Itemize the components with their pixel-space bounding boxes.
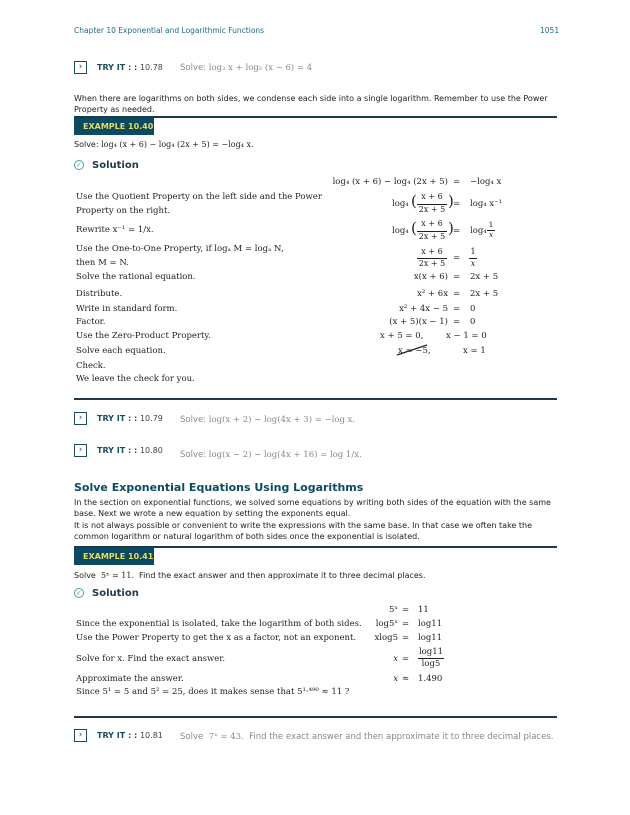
equals-sign: = xyxy=(402,654,410,664)
equation-left: x xyxy=(393,654,398,664)
step-text: Use the Zero-Product Property. xyxy=(76,331,211,341)
example-label: EXAMPLE 10.41 xyxy=(74,548,154,565)
page-number: 1051 xyxy=(540,26,560,35)
step-text: Use the Quotient Property on the left side and the Power xyxy=(76,192,322,202)
fraction-numerator: x + 6 xyxy=(421,219,443,228)
solution-heading: Solution xyxy=(92,588,139,599)
step-text: Property on the right. xyxy=(76,206,171,216)
equation-left: xlog5 xyxy=(374,633,398,643)
equation-right: 2x + 5 xyxy=(470,289,499,299)
equation-left: x(x + 6) xyxy=(413,272,448,282)
try-it-question: Solve: log(x + 2) − log(4x + 3) = −log x. xyxy=(180,415,356,425)
step-text: Approximate the answer. xyxy=(76,674,184,684)
step-text: Write in standard form. xyxy=(76,304,178,314)
step-text: Use the One-to-One Property, if logₐ M = logₐ N, xyxy=(76,244,284,254)
paren-open: ( xyxy=(411,219,417,237)
example-prompt: Solve 5ˣ = 11. Find the exact answer and then approximate it to three decimal places. xyxy=(74,571,426,580)
step-text: Distribute. xyxy=(76,289,123,299)
step-text: Factor. xyxy=(76,317,106,327)
check-icon: ✓ xyxy=(74,588,84,598)
fraction-numerator: x + 6 xyxy=(421,192,443,201)
equation-right: 2x + 5 xyxy=(470,272,499,282)
step-text: Solve for x. Find the exact answer. xyxy=(76,654,226,664)
equation-right: 0 xyxy=(470,317,476,327)
intro-paragraph: When there are logarithms on both sides, we condense each side into a single logarithm. Remember to use the Power Property as needed. xyxy=(74,94,548,114)
section-paragraph: In the section on exponential functions, we solved some equations by writing both sides of the equation with the same base. Next we wrote a new equation by setting the exponents equal. xyxy=(74,498,551,518)
try-it-question: Solve: log(x − 2) − log(4x + 16) = log 1/x. xyxy=(180,450,362,460)
equation-right: log11 xyxy=(418,619,443,629)
try-it-label: TRY IT : : 10.80 xyxy=(97,446,163,455)
fraction-numerator: 1 xyxy=(470,247,476,256)
chevron-right-icon[interactable]: › xyxy=(74,61,87,74)
step-text: Since 5¹ = 5 and 5² = 25, does it makes sense that 5¹·⁴⁹⁰ ≈ 11 ? xyxy=(76,687,350,697)
approx-sign: ≈ xyxy=(402,674,410,684)
try-it-label: TRY IT : : 10.81 xyxy=(97,731,163,740)
equation-right: 11 xyxy=(418,605,429,615)
rejected-solution: x = −5, xyxy=(398,346,431,356)
try-it-label: TRY IT : : 10.78 xyxy=(97,63,163,72)
step-text: Since the exponential is isolated, take the logarithm of both sides. xyxy=(76,619,362,629)
example-prompt: Solve: log₄ (x + 6) − log₄ (2x + 5) = −log₄ x. xyxy=(74,140,254,149)
strikethrough-mark xyxy=(395,343,429,357)
equation-right: log₄ xyxy=(470,226,487,236)
equals-sign: = xyxy=(453,253,461,263)
equation-left: x² + 6x xyxy=(417,289,448,299)
equation-right: 0 xyxy=(470,304,476,314)
equals-sign: = xyxy=(453,199,461,209)
fraction-numerator: 1 xyxy=(488,220,494,229)
solution-value: x = 1 xyxy=(463,346,486,356)
try-it-label: TRY IT : : 10.79 xyxy=(97,414,163,423)
step-text: We leave the check for you. xyxy=(76,374,195,384)
chevron-right-icon[interactable]: › xyxy=(74,444,87,457)
try-it-question: Solve 7ˣ = 43. Find the exact answer and then approximate it to three decimal places. xyxy=(180,732,554,742)
equation-left: 5ˣ xyxy=(388,605,398,615)
equals-sign: = xyxy=(453,226,461,236)
check-icon: ✓ xyxy=(74,160,84,170)
equals-sign: = xyxy=(453,289,461,299)
equals-sign: = xyxy=(453,304,461,314)
equals-sign: = xyxy=(402,605,410,615)
equals-sign: = xyxy=(402,619,410,629)
paren-close: ) xyxy=(448,219,454,237)
step-text: Check. xyxy=(76,361,106,371)
equals-sign: = xyxy=(453,317,461,327)
solution-heading: Solution xyxy=(92,160,139,171)
equation-left: (x + 5)(x − 1) xyxy=(389,317,448,327)
example-label: EXAMPLE 10.40 xyxy=(74,118,154,135)
equals-sign: = xyxy=(453,272,461,282)
equation-right: log₄ x⁻¹ xyxy=(470,199,503,209)
equation-left: log₄ (x + 6) − log₄ (2x + 5) xyxy=(332,177,448,187)
equation-right: log11 xyxy=(418,633,443,643)
equals-sign: = xyxy=(402,633,410,643)
fraction-numerator: log11 xyxy=(418,647,444,657)
chevron-right-icon[interactable]: › xyxy=(74,729,87,742)
step-text: Rewrite x⁻¹ = 1/x. xyxy=(76,225,154,235)
running-header: Chapter 10 Exponential and Logarithmic Functions xyxy=(74,26,265,35)
log-base4: log₄ xyxy=(392,199,409,209)
divider xyxy=(74,716,557,718)
fraction-numerator: x + 6 xyxy=(421,247,443,256)
paren-open: ( xyxy=(411,192,417,210)
fraction-denominator: x xyxy=(488,230,494,239)
equation-case: x − 1 = 0 xyxy=(446,331,487,341)
fraction-denominator: 2x + 5 xyxy=(418,232,446,241)
step-text: Solve the rational equation. xyxy=(76,272,196,282)
chevron-right-icon[interactable]: › xyxy=(74,412,87,425)
equals-sign: = xyxy=(453,177,461,187)
fraction-denominator: log5 xyxy=(421,659,441,669)
equation-case: x + 5 = 0, xyxy=(380,331,424,341)
try-it-question: Solve: log₂ x + log₂ (x − 6) = 4 xyxy=(180,63,313,73)
divider xyxy=(74,398,557,400)
fraction-denominator: x xyxy=(470,259,476,268)
paren-close: ) xyxy=(448,192,454,210)
fraction-denominator: 2x + 5 xyxy=(418,205,446,214)
fraction-denominator: 2x + 5 xyxy=(418,259,446,268)
equation-left: x² + 4x − 5 xyxy=(399,304,448,314)
equation-right: −log₄ x xyxy=(470,177,502,187)
equation-right: 1.490 xyxy=(418,674,443,684)
section-paragraph: It is not always possible or convenient to write the expressions with the same base. In that case we often take the common logarithm or natural logarithm of both sides once the exponential is isolated. xyxy=(74,521,533,541)
section-heading: Solve Exponential Equations Using Logarithms xyxy=(74,481,364,494)
log-base4: log₄ xyxy=(392,226,409,236)
equation-left: x xyxy=(393,674,398,684)
step-text: then M = N. xyxy=(76,258,129,268)
equation-left: log5ˣ xyxy=(375,619,398,629)
step-text: Solve each equation. xyxy=(76,346,166,356)
step-text: Use the Power Property to get the x as a factor, not an exponent. xyxy=(76,633,357,643)
